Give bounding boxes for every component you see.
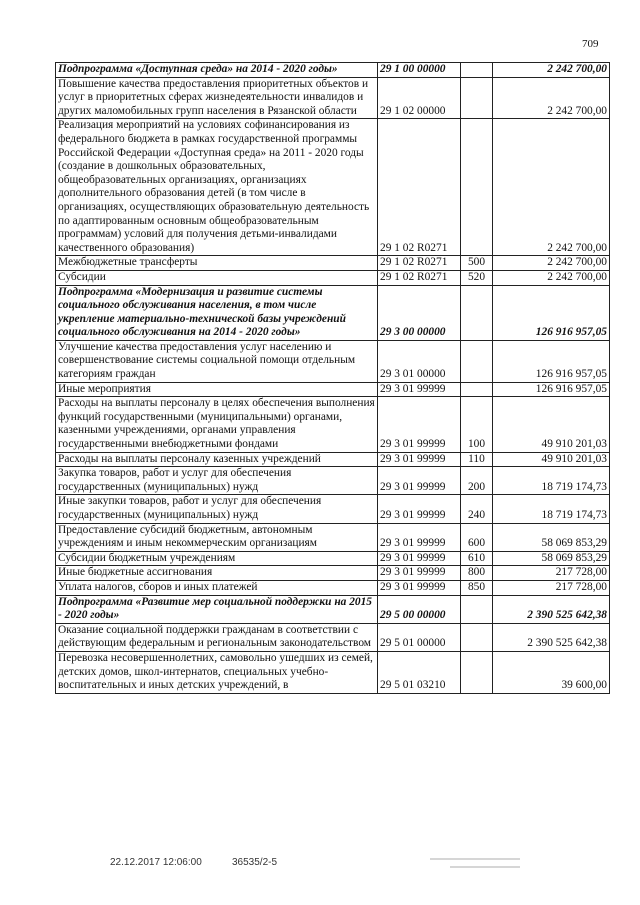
row-name-cell: Улучшение качества предоставления услуг населению и совершенствование системы социальной помощи отдельным категориям граждан — [56, 340, 378, 382]
row-vr-cell — [461, 285, 493, 340]
row-vr-cell — [461, 382, 493, 397]
row-code-cell: 29 3 00 00000 — [378, 285, 461, 340]
row-vr-cell: 850 — [461, 580, 493, 595]
footer-date: 22.12.2017 12:06:00 — [110, 857, 202, 868]
row-vr-cell — [461, 119, 493, 256]
row-sum-cell: 126 916 957,05 — [493, 340, 610, 382]
row-vr-cell: 240 — [461, 495, 493, 523]
row-vr-cell: 200 — [461, 467, 493, 495]
row-code-cell: 29 3 01 99999 — [378, 452, 461, 467]
row-code-cell: 29 3 01 00000 — [378, 340, 461, 382]
page-number: 709 — [582, 38, 599, 50]
table-row — [56, 523, 610, 551]
table-row — [56, 566, 610, 581]
row-sum-cell: 58 069 853,29 — [493, 523, 610, 551]
row-sum-cell: 2 242 700,00 — [493, 119, 610, 256]
row-vr-cell: 500 — [461, 256, 493, 271]
row-sum-cell: 217 728,00 — [493, 566, 610, 581]
row-code-cell: 29 3 01 99999 — [378, 382, 461, 397]
row-sum-cell: 2 242 700,00 — [493, 256, 610, 271]
row-sum-cell: 58 069 853,29 — [493, 551, 610, 566]
row-name-cell: Иные закупки товаров, работ и услуг для обеспечения государственных (муниципальных) нужд — [56, 495, 378, 523]
row-name-cell: Реализация мероприятий на условиях софинансирования из федерального бюджета в рамках государственной программы Российской Федерации «Доступная среда» на 2011 - 2020 годы (создание в дошкольных образовательных, общеобразовательных организациях, организациях дополнительного образования детей (в том числе в организациях, осуществляющих образовательную деятельность по адаптированным основным общеобразовательным программам) условий для получения детьми-инвалидами качественного образования) — [56, 119, 378, 256]
row-code-cell: 29 1 02 R0271 — [378, 256, 461, 271]
row-code-cell: 29 5 00 00000 — [378, 595, 461, 623]
table-row — [56, 256, 610, 271]
table-row — [56, 551, 610, 566]
row-sum-cell: 2 242 700,00 — [493, 63, 610, 78]
row-vr-cell: 520 — [461, 270, 493, 285]
table-row — [56, 495, 610, 523]
row-vr-cell — [461, 340, 493, 382]
row-sum-cell: 49 910 201,03 — [493, 452, 610, 467]
row-code-cell: 29 1 00 00000 — [378, 63, 461, 78]
row-code-cell: 29 3 01 99999 — [378, 467, 461, 495]
table-row — [56, 382, 610, 397]
row-sum-cell: 217 728,00 — [493, 580, 610, 595]
row-code-cell: 29 1 02 R0271 — [378, 270, 461, 285]
row-name-cell: Межбюджетные трансферты — [56, 256, 378, 271]
row-sum-cell: 126 916 957,05 — [493, 285, 610, 340]
row-name-cell: Подпрограмма «Развитие мер социальной поддержки на 2015 - 2020 годы» — [56, 595, 378, 623]
row-vr-cell — [461, 623, 493, 651]
row-sum-cell: 2 390 525 642,38 — [493, 595, 610, 623]
row-name-cell: Иные мероприятия — [56, 382, 378, 397]
row-vr-cell — [461, 77, 493, 119]
row-name-cell: Закупка товаров, работ и услуг для обеспечения государственных (муниципальных) нужд — [56, 467, 378, 495]
row-code-cell: 29 3 01 99999 — [378, 397, 461, 452]
row-code-cell: 29 3 01 99999 — [378, 580, 461, 595]
table-row — [56, 580, 610, 595]
row-sum-cell: 39 600,00 — [493, 651, 610, 693]
row-code-cell: 29 3 01 99999 — [378, 566, 461, 581]
table-row — [56, 340, 610, 382]
row-vr-cell: 800 — [461, 566, 493, 581]
row-code-cell: 29 1 02 00000 — [378, 77, 461, 119]
budget-table — [55, 62, 610, 694]
row-name-cell: Расходы на выплаты персоналу в целях обеспечения выполнения функций государственными (муниципальными) органами, казенными учреждениями, органами управления государственными внебюджетными фондами — [56, 397, 378, 452]
table-row — [56, 595, 610, 623]
row-sum-cell: 2 242 700,00 — [493, 270, 610, 285]
row-name-cell: Иные бюджетные ассигнования — [56, 566, 378, 581]
row-name-cell: Уплата налогов, сборов и иных платежей — [56, 580, 378, 595]
row-code-cell: 29 1 02 R0271 — [378, 119, 461, 256]
row-code-cell: 29 3 01 99999 — [378, 551, 461, 566]
row-name-cell: Субсидии бюджетным учреждениям — [56, 551, 378, 566]
scan-noise — [430, 858, 520, 860]
row-vr-cell: 610 — [461, 551, 493, 566]
row-vr-cell: 600 — [461, 523, 493, 551]
table-row — [56, 63, 610, 78]
row-code-cell: 29 5 01 00000 — [378, 623, 461, 651]
row-code-cell: 29 5 01 03210 — [378, 651, 461, 693]
row-name-cell: Субсидии — [56, 270, 378, 285]
row-name-cell: Повышение качества предоставления приоритетных объектов и услуг в приоритетных сферах жизнедеятельности инвалидов и других маломобильных групп населения в Рязанской области — [56, 77, 378, 119]
table-row — [56, 119, 610, 256]
table-row — [56, 452, 610, 467]
row-sum-cell: 2 390 525 642,38 — [493, 623, 610, 651]
row-sum-cell: 18 719 174,73 — [493, 467, 610, 495]
row-vr-cell — [461, 63, 493, 78]
table-row — [56, 623, 610, 651]
row-sum-cell: 49 910 201,03 — [493, 397, 610, 452]
row-vr-cell — [461, 651, 493, 693]
row-name-cell: Перевозка несовершеннолетних, самовольно ушедших из семей, детских домов, школ-интернатов, специальных учебно-воспитательных и иных детских учреждений, в — [56, 651, 378, 693]
row-name-cell: Расходы на выплаты персоналу казенных учреждений — [56, 452, 378, 467]
row-code-cell: 29 3 01 99999 — [378, 523, 461, 551]
table-row — [56, 397, 610, 452]
row-sum-cell: 2 242 700,00 — [493, 77, 610, 119]
row-code-cell: 29 3 01 99999 — [378, 495, 461, 523]
table-row — [56, 467, 610, 495]
row-name-cell: Оказание социальной поддержки гражданам в соответствии с действующим федеральным и региональным законодательством — [56, 623, 378, 651]
footer-doc-id: 36535/2-5 — [232, 857, 278, 868]
row-name-cell: Подпрограмма «Доступная среда» на 2014 - 2020 годы» — [56, 63, 378, 78]
table-row — [56, 270, 610, 285]
row-vr-cell — [461, 595, 493, 623]
row-name-cell: Подпрограмма «Модернизация и развитие системы социального обслуживания населения, в том числе укрепление материально-технической базы учреждений социального обслуживания на 2014 - 2020 годы» — [56, 285, 378, 340]
row-vr-cell: 110 — [461, 452, 493, 467]
scan-noise — [450, 866, 520, 868]
table-row — [56, 651, 610, 693]
table-row — [56, 77, 610, 119]
row-name-cell: Предоставление субсидий бюджетным, автономным учреждениям и иным некоммерческим организациям — [56, 523, 378, 551]
row-sum-cell: 126 916 957,05 — [493, 382, 610, 397]
row-sum-cell: 18 719 174,73 — [493, 495, 610, 523]
row-vr-cell: 100 — [461, 397, 493, 452]
table-row — [56, 285, 610, 340]
